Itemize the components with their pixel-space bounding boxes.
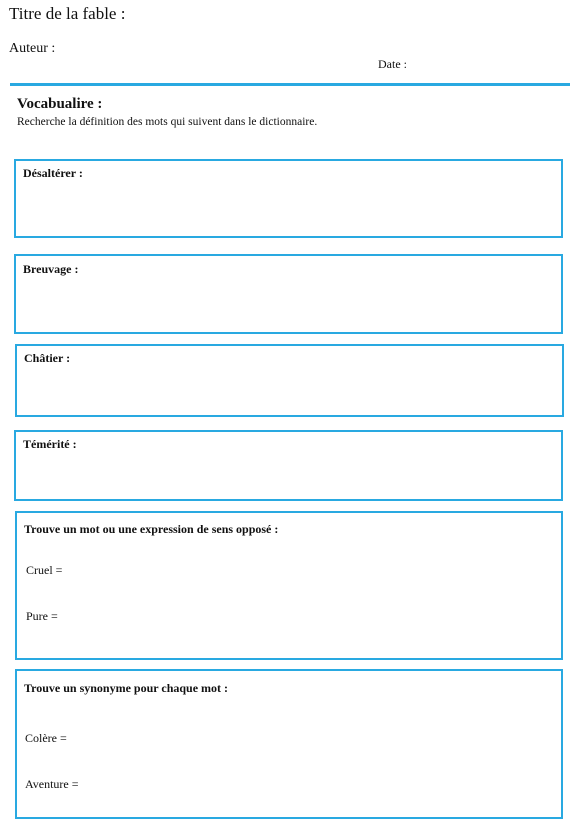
definition-box-desalterer[interactable] bbox=[14, 159, 563, 238]
synonyms-box[interactable] bbox=[15, 669, 563, 819]
author-label: Auteur : bbox=[9, 41, 56, 56]
opposites-box[interactable] bbox=[15, 511, 563, 660]
fable-title-label: Titre de la fable : bbox=[9, 4, 126, 23]
word-label: Châtier : bbox=[24, 351, 71, 365]
word-label: Désaltérer : bbox=[23, 166, 83, 180]
date-label: Date : bbox=[378, 57, 407, 71]
word-label: Breuvage : bbox=[23, 262, 79, 276]
definition-box-temerite[interactable] bbox=[14, 430, 563, 501]
vocabulary-instruction: Recherche la définition des mots qui suivent dans le dictionnaire. bbox=[17, 116, 318, 128]
definition-box-chatier[interactable] bbox=[15, 344, 564, 417]
synonyms-heading: Trouve un synonyme pour chaque mot : bbox=[24, 681, 229, 695]
opposites-heading: Trouve un mot ou une expression de sens opposé : bbox=[24, 522, 279, 536]
synonym-item-colere: Colère = bbox=[25, 731, 67, 745]
opposite-item-cruel: Cruel = bbox=[26, 563, 63, 577]
opposite-item-pure: Pure = bbox=[26, 609, 58, 623]
word-label: Témérité : bbox=[23, 437, 77, 451]
vocabulary-heading: Vocabualire : bbox=[17, 96, 103, 112]
definition-box-breuvage[interactable] bbox=[14, 254, 563, 334]
synonym-item-aventure: Aventure = bbox=[25, 777, 79, 791]
header-divider bbox=[10, 83, 570, 86]
